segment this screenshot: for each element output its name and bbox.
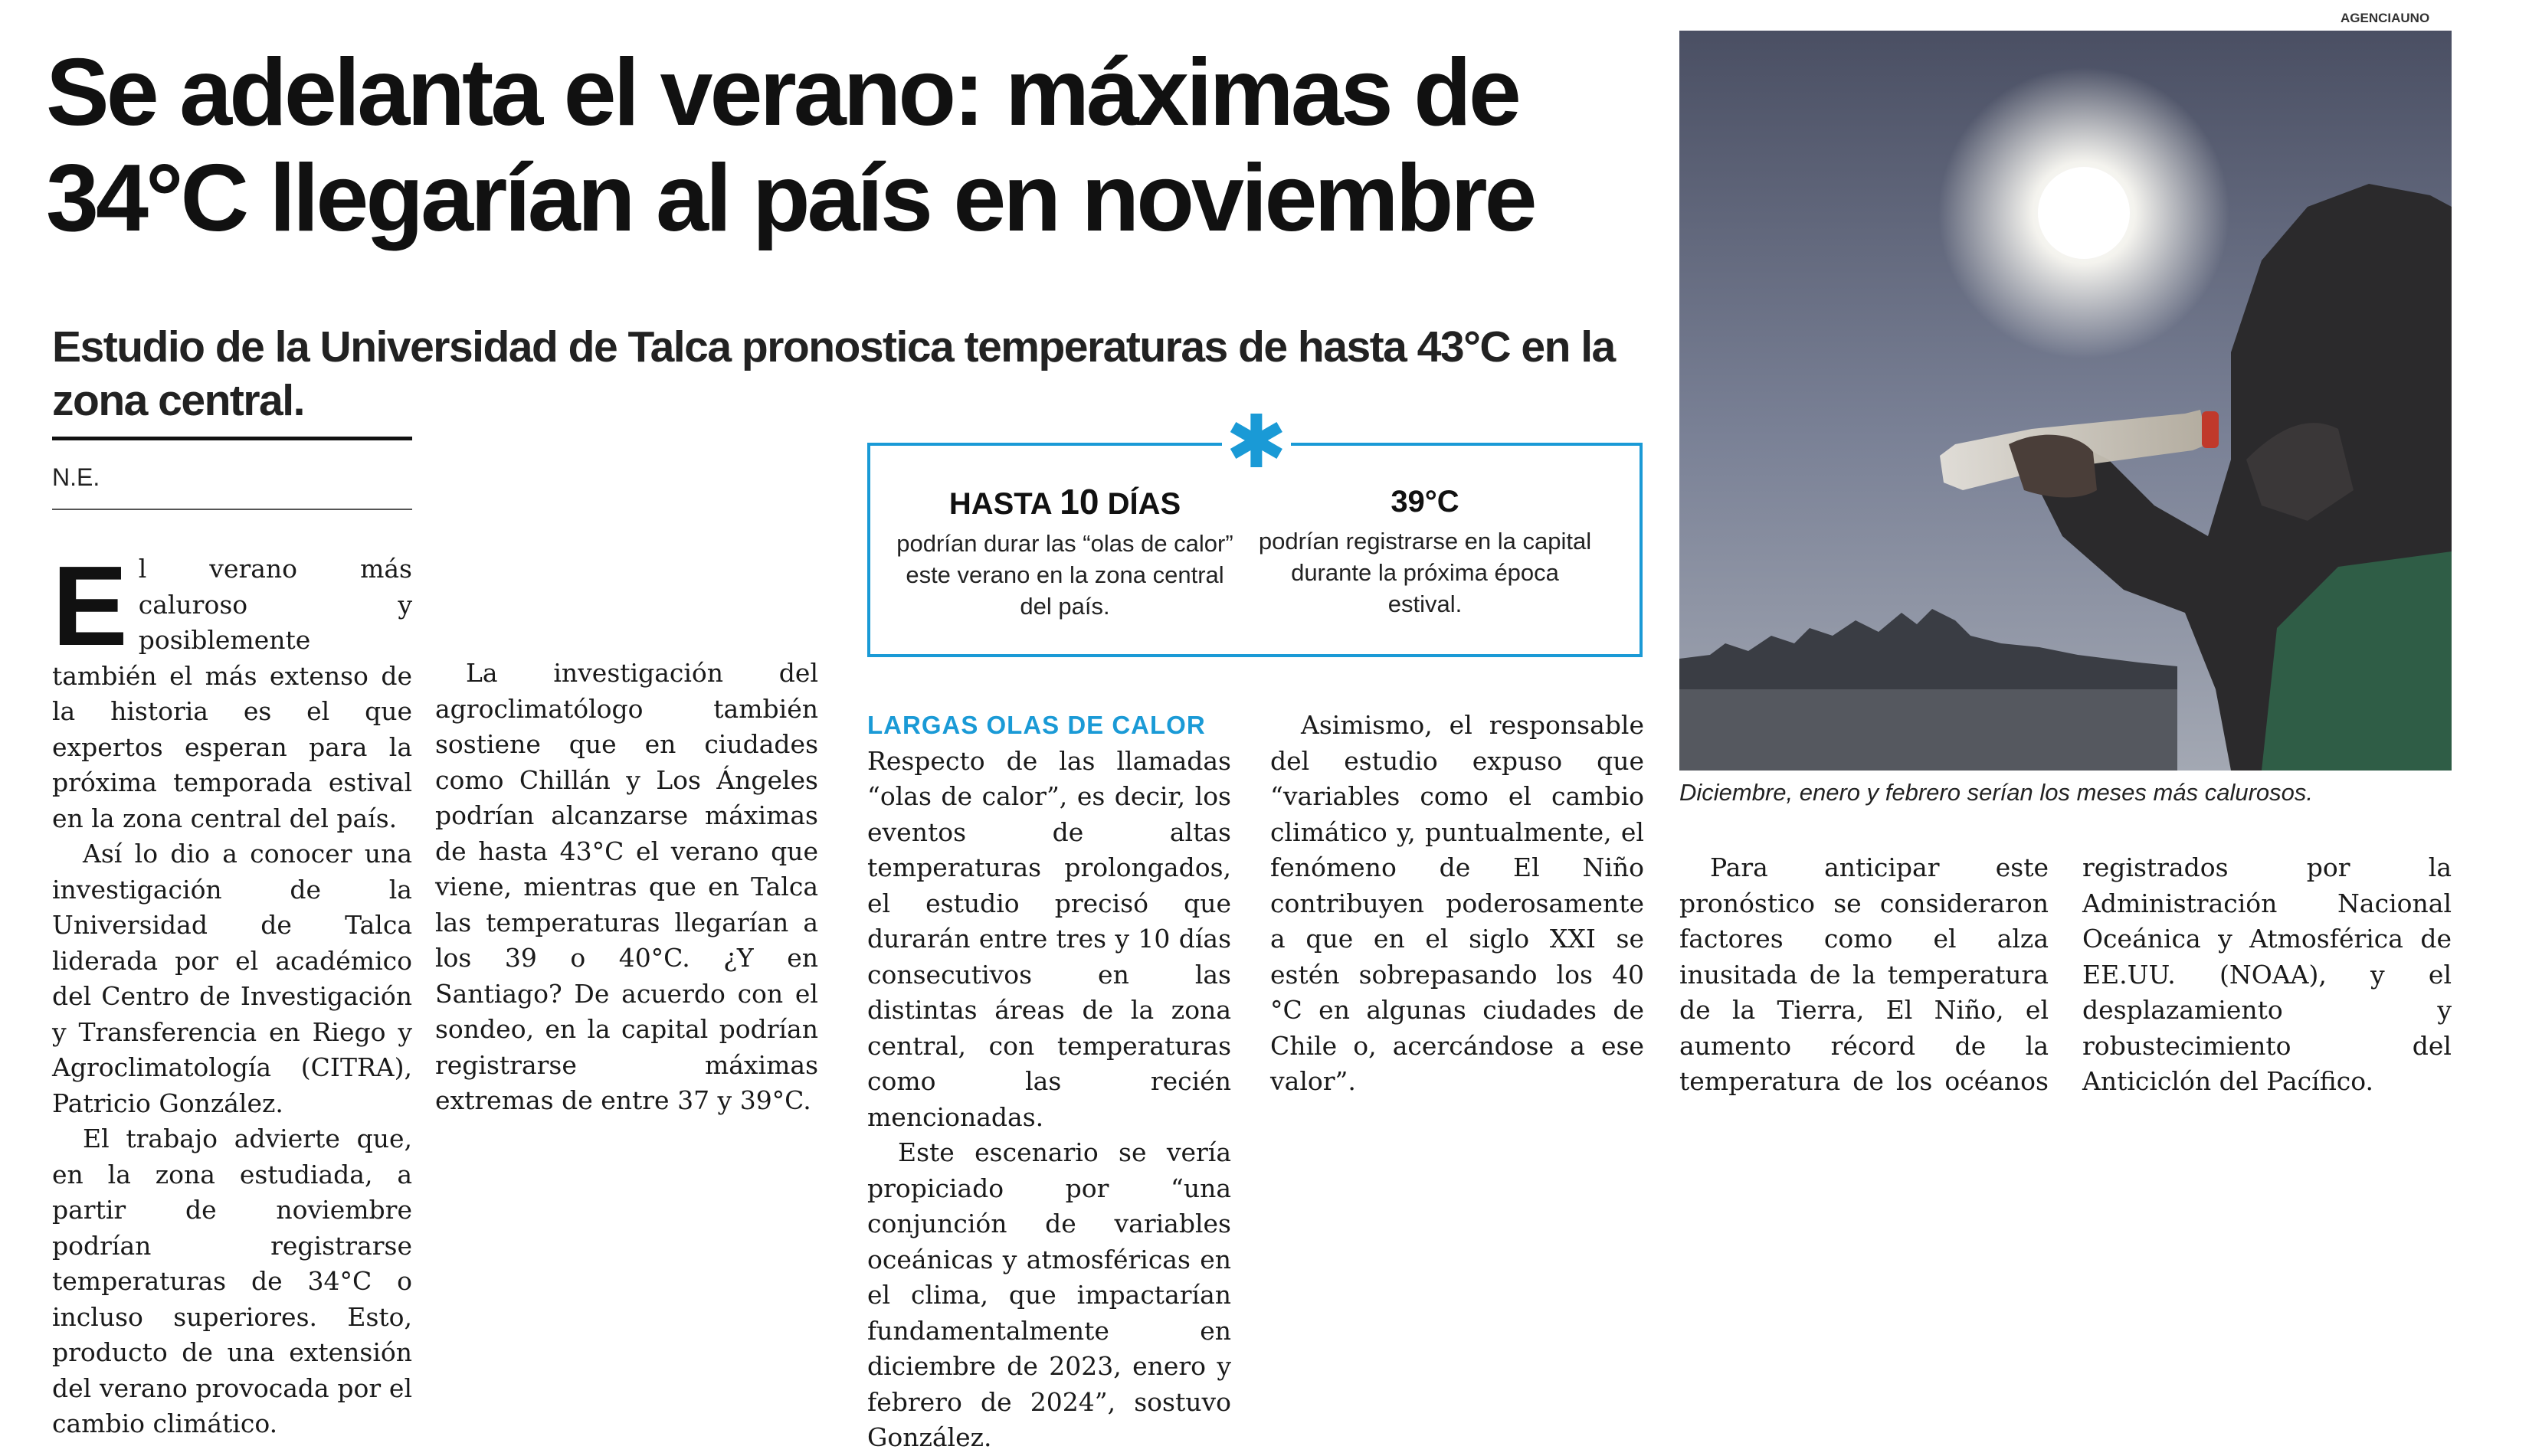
stat-left-number: 10 [1060,482,1099,522]
headline: Se adelanta el verano: máximas de 34°C llegarían al país en noviembre [46,40,1535,251]
paragraph-8: Para anticipar este pronóstico se consideraron factores como el alza inusitada de la temperatura de la Tierra, El Niño, el aumento récord de la temperatura de los océanos registrados por la Administración Nacional Oceánica y Atmosférica de EE.UU. (NOAA), y el desplazamiento y robustecimiento del Anticiclón del Pacífico. [1679,852,2452,1096]
paragraph-7: Asimismo, el responsable del estudio expuso que “variables como el cambio climático y, puntualmente, el fenómeno de El Niño contribuyen poderosamente a que en el siglo XXI se estén sobrepasando los 40 °C en algunas ciudades de Chile o, acercándose a ese valor”. [1270,710,1644,1096]
factbox-stat-left [896,483,1233,622]
section-heading: LARGAS OLAS DE CALOR [867,711,1206,739]
photo-woman-drinking-under-sun [1679,31,2452,771]
photo-credit: AGENCIAUNO [2341,11,2430,25]
paragraph-5: Respecto de las llamadas “olas de calor”, es decir, los eventos de altas temperaturas prolongados, el estudio precisó que durarán entre tres y 10 días consecutivos en las distintas áreas de la zona central, con temperaturas como las recién mencionadas. [867,745,1231,1132]
paragraph-3: El trabajo advierte que, en la zona estudiada, a partir de noviembre podrían registrarse temperaturas de 34°C o incluso superiores. Esto, producto de una extensión del verano provocada por el cambio climático. [52,1124,412,1438]
stat-right-desc: podrían registrarse en la capital durante la próxima época estival. [1258,528,1592,617]
stat-left-prefix: HASTA [948,487,1060,521]
paragraph-6: Este escenario se vería propiciado por “una conjunción de variables oceánicas y atmosféricas en el clima, que impactarían fundamentalmente en diciembre de 2023, enero y febrero de 2024”, sostuvo González. [867,1137,1231,1452]
article-column-2-text [435,453,818,1119]
article-column-1 [52,543,412,1442]
drop-cap: E [52,543,128,669]
factbox-stat-right [1256,483,1594,620]
stat-left-title [896,483,1233,523]
byline-rule-top [52,437,412,440]
article-photo [1679,31,2452,771]
article-column-4 [1270,708,1644,1100]
paragraph-4: La investigación del agroclimatólogo también sostiene que en ciudades como Chillán y Los Ángeles podrían alcanzarse máximas de hasta 43°C el verano que viene, mientras que en Talca las temperaturas llegarían a los 39 o 40°C. ¿Y en Santiago? De acuerdo con el sondeo, en la capital podrían registrarse máximas extremas de entre 37 y 39°C. [435,658,818,1115]
subheadline: Estudio de la Universidad de Talca pronostica temperaturas de hasta 43°C en la zona central. [52,322,1615,425]
byline: N.E. [52,463,100,491]
article-columns-5-6 [1679,850,2452,1100]
byline-rule-bottom [52,509,412,510]
asterisk-icon: ✱ [1222,407,1291,476]
article-column-3 [867,708,1231,1456]
stat-left-suffix: DÍAS [1099,487,1181,521]
stat-left-desc: podrían durar las “olas de calor” este verano en la zona central del país. [896,530,1233,620]
paragraph-1: l verano más caluroso y posiblemente también el más extenso de la historia es el que expertos esperan para la próxima temporada estival en la zona central del país. [52,554,412,833]
photo-caption: Diciembre, enero y febrero serían los meses más calurosos. [1679,779,2313,806]
paragraph-2: Así lo dio a conocer una investigación de la Universidad de Talca liderada por el académico del Centro de Investigación y Transferencia en Riego y Agroclimatología (CITRA), Patricio González. [52,839,412,1118]
stat-right-title: 39°C [1391,485,1459,519]
